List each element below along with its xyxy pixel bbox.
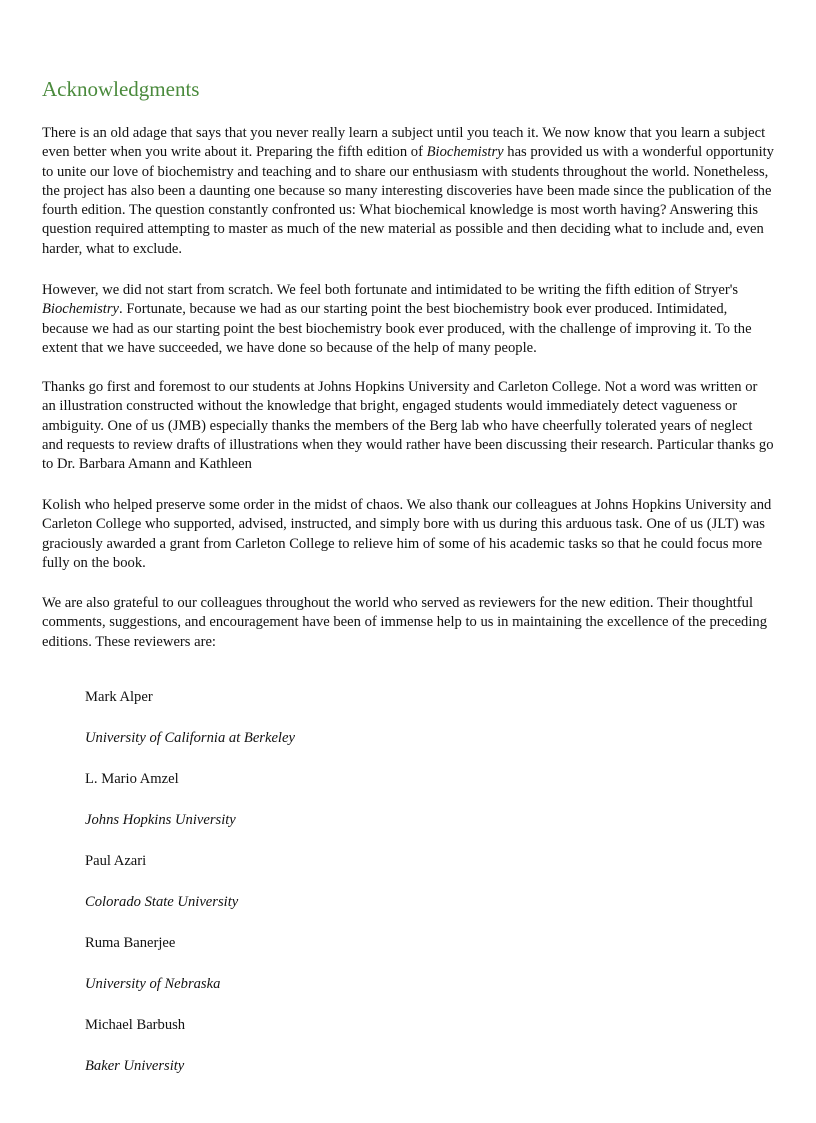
paragraph-students: Thanks go first and foremost to our students at Johns Hopkins University and Carleton College. Not a word was written or an illustration constructed without the knowledge that bright, engaged students would immediately detect vagueness or ambiguity. One of us (JMB) especially thanks the members of the Berg lab who have cheerfully tolerated years of neglect and requests to review drafts of illustrations when they would rather have been discussing their research. Particular thanks go to Dr. Barbara Amann and Kathleen <box>42 379 774 473</box>
paragraph-intro-text-b: has provided us with a wonderful opportunity to unite our love of biochemistry and teaching and to share our enthusiasm with students throughout the world. Nonetheless, the project has also been a daunting one because so many interesting discoveries have been made since the publication of the fourth edition. The question constantly confronted us: What biochemical knowledge is most worth having? Answering this question required attempting to master as much of the new material as possible and then deciding what to include and, even harder, what to exclude. <box>42 144 774 257</box>
reviewer-affiliation: Colorado State University <box>85 894 239 910</box>
paragraph-intro <box>42 124 774 259</box>
reviewer-affiliation: Johns Hopkins University <box>85 812 236 828</box>
reviewer-affiliation: University of Nebraska <box>85 976 221 992</box>
reviewer-name: Paul Azari <box>85 853 147 869</box>
paragraph-scratch-text-a: However, we did not start from scratch. We feel both fortunate and intimidated to be writing the fifth edition of Stryer's <box>42 282 739 298</box>
book-title-italic: Biochemistry <box>42 301 120 318</box>
paragraph-intro-text-a: There is an old adage that says that you never really learn a subject until you teach it. We now know that you learn a subject even better when you write about it. Preparing the fifth edition of <box>42 125 766 161</box>
reviewer-name: Ruma Banerjee <box>85 935 176 951</box>
reviewer-item <box>85 1016 295 1076</box>
reviewer-item <box>85 852 295 912</box>
reviewer-item <box>85 770 295 830</box>
reviewer-affiliation: Baker University <box>85 1058 185 1074</box>
page-title: Acknowledgments <box>42 77 200 101</box>
reviewer-affiliation: University of California at Berkeley <box>85 730 295 746</box>
paragraph-scratch-text-b: . Fortunate, because we had as our starting point the best biochemistry book ever produced. Intimidated, because we had as our starting point the best biochemistry book ever produced, with the challenge of improving it. To the extent that we have succeeded, we have done so because of the help of many people. <box>42 301 752 356</box>
reviewer-list <box>85 688 295 1098</box>
reviewer-name: Mark Alper <box>85 689 153 705</box>
book-title-italic: Biochemistry <box>426 144 504 161</box>
paragraph-scratch <box>42 281 774 358</box>
reviewer-name: Michael Barbush <box>85 1017 186 1033</box>
paragraph-colleagues: Kolish who helped preserve some order in the midst of chaos. We also thank our colleagues at Johns Hopkins University and Carleton College who supported, advised, instructed, and simply bore with us during this arduous task. One of us (JLT) was graciously awarded a grant from Carleton College to relieve him of some of his academic tasks so that he could focus more fully on the book. <box>42 497 772 571</box>
reviewer-item <box>85 934 295 994</box>
paragraph-reviewers-intro: We are also grateful to our colleagues throughout the world who served as reviewers for the new edition. Their thoughtful comments, suggestions, and encouragement have been of immense help to us in maintaining the excellence of the preceding editions. These reviewers are: <box>42 595 767 650</box>
reviewer-item <box>85 688 295 748</box>
reviewer-name: L. Mario Amzel <box>85 771 179 787</box>
